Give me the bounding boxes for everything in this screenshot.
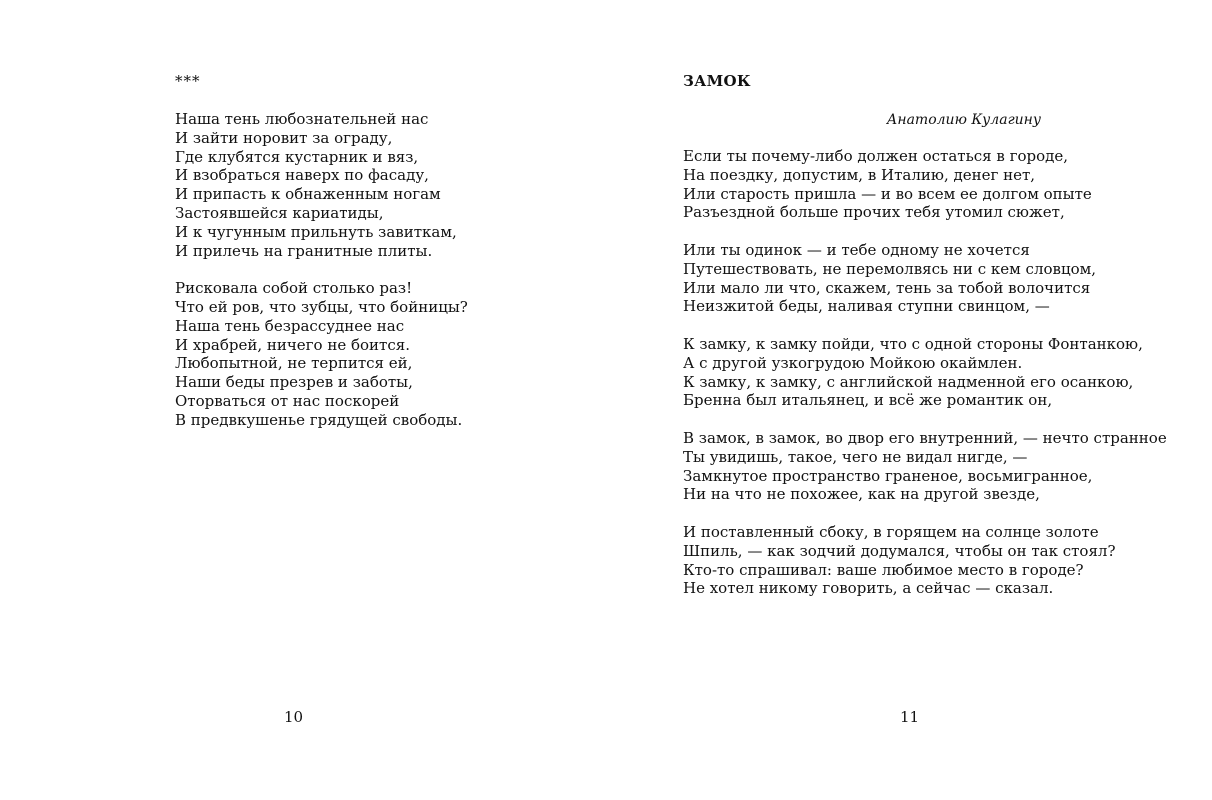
poem-line: И припасть к обнаженным ногам [175,185,441,204]
stanza [683,429,1167,504]
poem-line: Замкнутое пространство граненое, восьмигранное, [683,466,1093,485]
stanza [175,110,468,260]
poem-line: Если ты почему-либо должен остаться в городе, [683,147,1069,165]
stanza [683,241,1167,316]
poem-line: На поездку, допустим, в Италию, денег нет, [683,165,1036,184]
poem-line: В замок, в замок, во двор его внутренний, — нечто странное [683,428,1167,447]
left-poem [175,110,468,448]
poem-line: И зайти норовит за ограду, [175,128,393,147]
poem-line: Наши беды презрев и заботы, [175,373,413,392]
poem-line: Разъездной больше прочих тебя утомил сюжет, [683,203,1065,222]
poem-line: Ни на что не похожее, как на другой звезде, [683,485,1040,504]
right-poem [683,147,1167,617]
poem-line: Оторваться от нас поскорей [175,391,400,410]
stanza [683,147,1167,222]
poem-line: Путешествовать, не перемолвясь ни с кем словцом, [683,259,1097,278]
poem-line: Или старость пришла — и во всем ее долгом опыте [683,184,1092,203]
poem-line: Неизжитой беды, наливая ступни свинцом, — [683,297,1050,316]
poem-line: И взобраться наверх по фасаду, [175,166,429,185]
poem-line: Любопытной, не терпится ей, [175,354,413,373]
poem-line: Где клубятся кустарник и вяз, [175,147,419,166]
poem-line: Что ей ров, что зубцы, что бойницы? [175,297,468,316]
poem-title: ЗАМОК [683,72,751,90]
poem-line: К замку, к замку пойди, что с одной стороны Фонтанкою, [683,334,1143,353]
poem-line: А с другой узкогрудою Мойкою окаймлен. [683,353,1023,372]
poem-line: Застоявшейся кариатиды, [175,203,384,222]
page-number: 10 [284,708,304,726]
right-page [606,0,1212,800]
poem-line: Или мало ли что, скажем, тень за тобой волочится [683,278,1091,297]
poem-line: Или ты одинок — и тебе одному не хочется [683,240,1030,259]
poem-line: И поставленный сбоку, в горящем на солнце золоте [683,522,1099,541]
poem-line: Шпиль, — как зодчий додумался, чтобы он так стоял? [683,541,1116,560]
poem-line: И к чугунным прильнуть завиткам, [175,222,457,241]
stanza [683,335,1167,410]
page-number: 11 [900,708,920,726]
poem-line: Наша тень безрассуднее нас [175,316,405,335]
poem-line: Наша тень любознательней нас [175,110,429,128]
stanza [683,523,1167,598]
poem-line: Бренна был итальянец, и всё же романтик он, [683,391,1053,410]
poem-line: Ты увидишь, такое, чего не видал нигде, — [683,447,1028,466]
stanza [175,279,468,429]
poem-line: И храбрей, ничего не боится. [175,335,410,354]
poem-line: Кто-то спрашивал: ваше любимое место в городе? [683,560,1084,579]
poem-line: Не хотел никому говорить, а сейчас — сказал. [683,579,1054,598]
poem-dedication: Анатолию Кулагину [886,112,1041,128]
poem-line: В предвкушенье грядущей свободы. [175,410,463,429]
poem-line: К замку, к замку, с английской надменной его осанкою, [683,372,1134,391]
poem-line: И прилечь на гранитные плиты. [175,241,433,260]
poem-ornament: *** [175,72,201,90]
poem-line: Рисковала собой столько раз! [175,279,413,298]
